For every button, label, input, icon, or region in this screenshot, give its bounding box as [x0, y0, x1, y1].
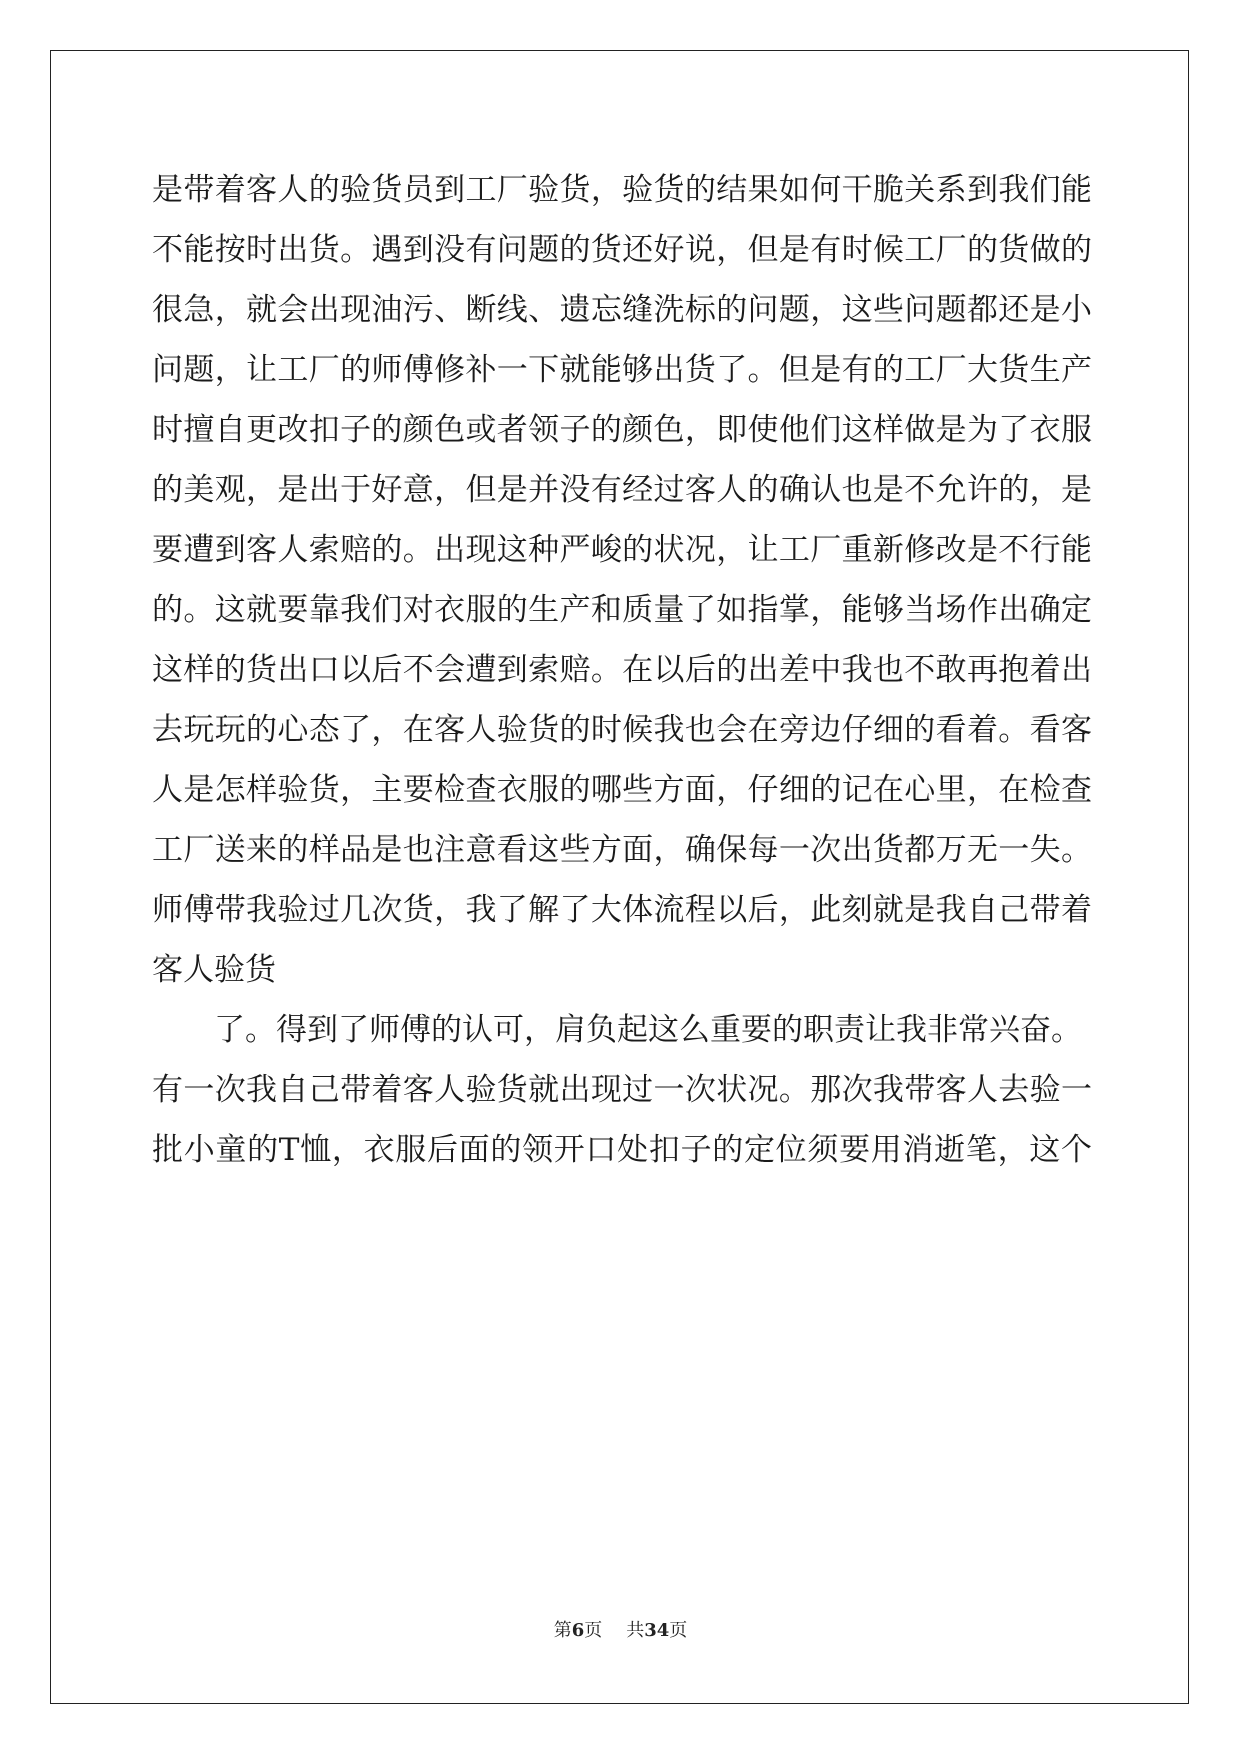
text-line: 不能按时出货。遇到没有问题的货还好说，但是有时候工厂的货做的 [152, 232, 1092, 268]
total-pages-number: 34 [644, 1620, 670, 1641]
text-line: 人是怎样验货，主要检查衣服的哪些方面，仔细的记在心里，在检查 [152, 772, 1092, 808]
document-body [152, 160, 1092, 1180]
text-line: 问题，让工厂的师傅修补一下就能够出货了。但是有的工厂大货生产 [152, 352, 1092, 388]
text-line: 很急，就会出现油污、断线、遗忘缝洗标的问题，这些问题都还是小 [152, 292, 1092, 328]
page-footer [0, 1616, 1241, 1642]
text-line: 这样的货出口以后不会遭到索赔。在以后的出差中我也不敢再抱着出 [152, 652, 1092, 688]
footer-total-suffix: 页 [669, 1620, 688, 1641]
paragraph-1 [152, 160, 1092, 1000]
text-line: 有一次我自己带着客人验货就出现过一次状况。那次我带客人去验一 [152, 1072, 1092, 1108]
text-line: 要遭到客人索赔的。出现这种严峻的状况，让工厂重新修改是不行能 [152, 532, 1092, 568]
text-line: 的。这就要靠我们对衣服的生产和质量了如指掌，能够当场作出确定 [152, 592, 1092, 628]
footer-total-prefix: 共 [626, 1620, 645, 1641]
text-line: 师傅带我验过几次货，我了解了大体流程以后，此刻就是我自己带着 [152, 892, 1092, 928]
paragraph-2 [152, 1000, 1092, 1180]
text-line: 去玩玩的心态了，在客人验货的时候我也会在旁边仔细的看着。看客 [152, 712, 1092, 748]
footer-page-suffix: 页 [584, 1620, 603, 1641]
footer-prefix: 第 [553, 1620, 572, 1641]
text-line: 的美观，是出于好意，但是并没有经过客人的确认也是不允许的，是 [152, 472, 1092, 508]
text-line: 客人验货 [152, 952, 276, 988]
current-page-number: 6 [571, 1620, 585, 1641]
text-line: 是带着客人的验货员到工厂验货，验货的结果如何干脆关系到我们能 [152, 172, 1092, 208]
text-line: 批小童的T恤，衣服后面的领开口处扣子的定位须要用消逝笔，这个 [152, 1132, 1092, 1168]
text-line: 了。得到了师傅的认可，肩负起这么重要的职责让我非常兴奋。 [214, 1012, 1082, 1048]
text-line: 工厂送来的样品是也注意看这些方面，确保每一次出货都万无一失。 [152, 832, 1092, 868]
text-line: 时擅自更改扣子的颜色或者领子的颜色，即使他们这样做是为了衣服 [152, 412, 1092, 448]
